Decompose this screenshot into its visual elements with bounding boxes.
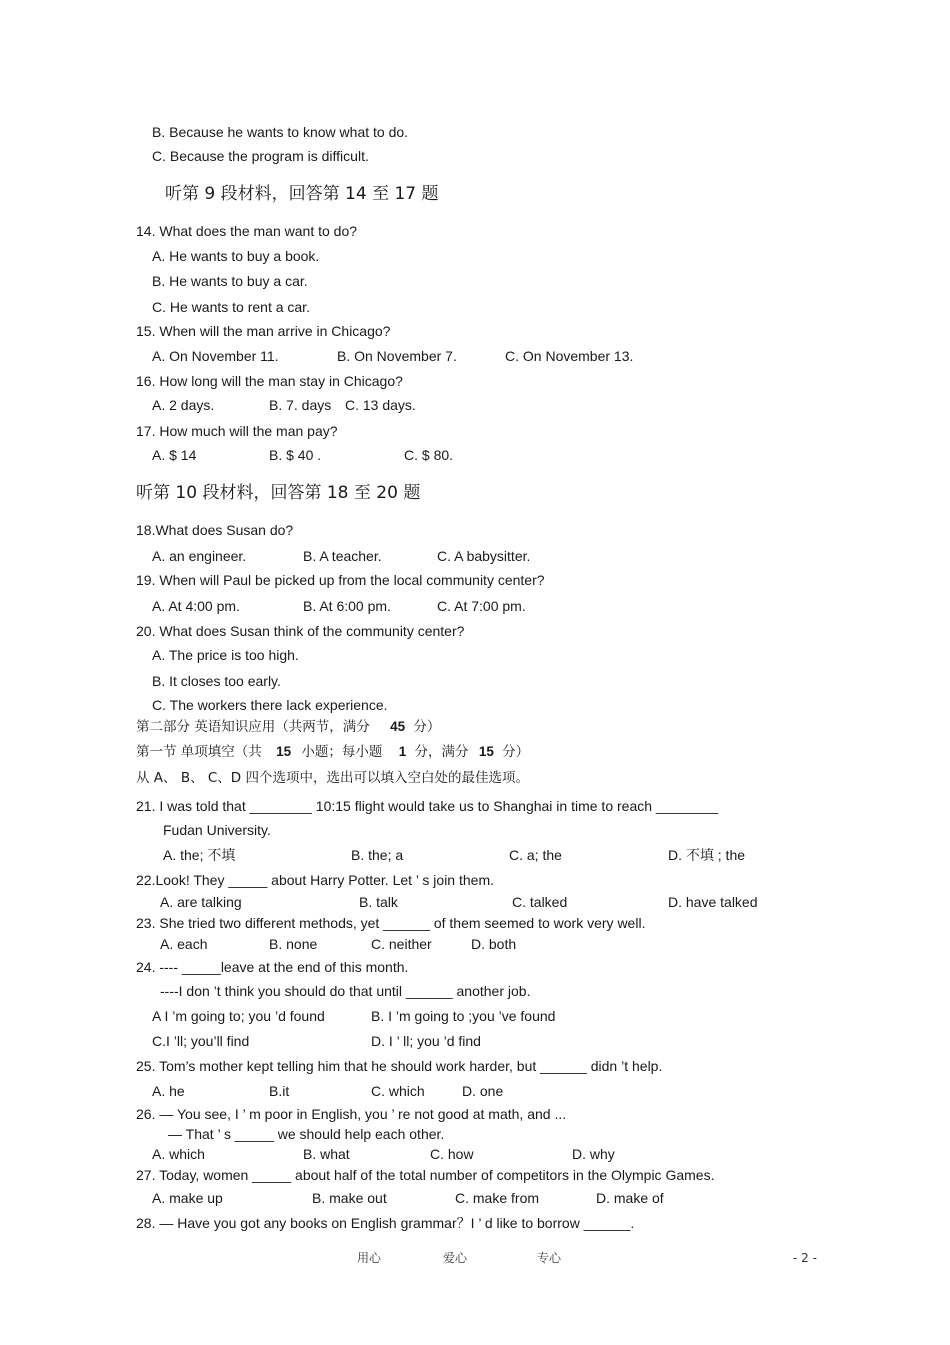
q22-option-a: A. are talking — [160, 894, 242, 910]
q15-option-b: B. On November 7. — [337, 348, 457, 364]
q20-option-b: B. It closes too early. — [152, 673, 281, 689]
q21-option-d: D. 不填 ; the — [668, 847, 746, 863]
q24-stem-line1: 24. ---- _____leave at the end of this month. — [136, 959, 409, 975]
section10-heading: 听第 10 段材料，回答第 18 至 20 题 — [136, 483, 421, 503]
q21-option-c: C. a; the — [509, 847, 562, 863]
q23-option-a: A. each — [160, 936, 208, 952]
q19-option-b: B. At 6:00 pm. — [303, 598, 391, 614]
q20-option-a: A. The price is too high. — [152, 647, 299, 663]
q24-option-a: A I ’m going to; you ’d found — [152, 1008, 325, 1024]
q22-option-b: B. talk — [359, 894, 398, 910]
q25-option-d: D. one — [462, 1083, 504, 1099]
q27-option-d: D. make of — [596, 1190, 664, 1206]
q18-option-b: B. A teacher. — [303, 548, 382, 564]
q24-option-b: B. I ’m going to ;you ’ve found — [371, 1008, 556, 1024]
q21-stem-line1: 21. I was told that ________ 10:15 flight would take us to Shanghai in time to reach ________ — [136, 798, 719, 814]
q26-option-d: D. why — [572, 1146, 615, 1162]
section9-heading: 听第 9 段材料，回答第 14 至 17 题 — [165, 184, 439, 204]
q17-option-a: A. $ 14 — [152, 447, 197, 463]
q16-stem: 16. How long will the man stay in Chicago? — [136, 373, 403, 389]
q23-option-c: C. neither — [371, 936, 432, 952]
q22-stem: 22.Look! They _____ about Harry Potter. Let ’ s join them. — [136, 872, 494, 888]
footer-word-1: 用心 — [357, 1251, 382, 1265]
q19-option-c: C. At 7:00 pm. — [437, 598, 526, 614]
option-c: C. Because the program is difficult. — [152, 148, 369, 164]
footer-word-3: 专心 — [537, 1251, 562, 1265]
q24-stem-line2: ----I don ’t think you should do that until ______ another job. — [160, 983, 531, 999]
q19-stem: 19. When will Paul be picked up from the local community center? — [136, 572, 545, 588]
option-b: B. Because he wants to know what to do. — [152, 124, 409, 140]
q22-option-d: D. have talked — [668, 894, 758, 910]
q27-option-b: B. make out — [312, 1190, 387, 1206]
q24-option-c: C.I ’ll; you’ll find — [152, 1033, 250, 1049]
q16-option-a: A. 2 days. — [152, 397, 215, 413]
part2-instruction: 从 A、 B、 C、D 四个选项中，选出可以填入空白处的最佳选项。 — [136, 770, 529, 786]
q14-option-a: A. He wants to buy a book. — [152, 248, 320, 264]
q23-option-b: B. none — [269, 936, 318, 952]
q22-option-c: C. talked — [512, 894, 568, 910]
q14-option-b: B. He wants to buy a car. — [152, 273, 308, 289]
q19-option-a: A. At 4:00 pm. — [152, 598, 240, 614]
q17-option-c: C. $ 80. — [404, 447, 454, 463]
q25-option-c: C. which — [371, 1083, 425, 1099]
q15-stem: 15. When will the man arrive in Chicago? — [136, 323, 391, 339]
q20-option-c: C. The workers there lack experience. — [152, 697, 388, 713]
q15-option-a: A. On November 11. — [152, 348, 279, 364]
q25-option-a: A. he — [152, 1083, 185, 1099]
q17-option-b: B. $ 40 . — [269, 447, 322, 463]
q21-option-a: A. the; 不填 — [163, 847, 236, 863]
q26-option-a: A. which — [152, 1146, 205, 1162]
q14-option-c: C. He wants to rent a car. — [152, 299, 310, 315]
q18-stem: 18.What does Susan do? — [136, 522, 294, 538]
q27-option-c: C. make from — [455, 1190, 540, 1206]
q26-option-c: C. how — [430, 1146, 474, 1162]
q23-option-d: D. both — [471, 936, 517, 952]
footer-word-2: 爱心 — [443, 1251, 468, 1265]
part2-section1: 第一节 单项填空（共 15 小题；每小题 1 分，满分 15 分） — [136, 744, 530, 760]
q14-stem: 14. What does the man want to do? — [136, 223, 358, 239]
q23-stem: 23. She tried two different methods, yet ______ of them seemed to work very well. — [136, 915, 646, 931]
q15-option-c: C. On November 13. — [505, 348, 634, 364]
q17-stem: 17. How much will the man pay? — [136, 423, 338, 439]
q18-option-c: C. A babysitter. — [437, 548, 531, 564]
q27-stem: 27. Today, women _____ about half of the total number of competitors in the Olympic Games. — [136, 1167, 715, 1183]
q27-option-a: A. make up — [152, 1190, 223, 1206]
q20-stem: 20. What does Susan think of the community center? — [136, 623, 465, 639]
q18-option-a: A. an engineer. — [152, 548, 247, 564]
q25-stem: 25. Tom’s mother kept telling him that he should work harder, but ______ didn ’t help. — [136, 1058, 663, 1074]
q26-option-b: B. what — [303, 1146, 350, 1162]
part2-title: 第二部分 英语知识应用（共两节，满分 45 分） — [136, 719, 441, 735]
q24-option-d: D. I ’ ll; you ’d find — [371, 1033, 481, 1049]
page-number: - 2 - — [793, 1251, 817, 1265]
q16-option-b: B. 7. days — [269, 397, 332, 413]
q21-stem-line2: Fudan University. — [163, 822, 271, 838]
q26-stem-line1: 26. — You see, I ’ m poor in English, you ’ re not good at math, and ... — [136, 1106, 567, 1122]
q25-option-b: B.it — [269, 1083, 290, 1099]
q26-stem-line2: — That ’ s _____ we should help each other. — [168, 1126, 445, 1142]
q16-option-c: C. 13 days. — [345, 397, 416, 413]
q21-option-b: B. the; a — [351, 847, 404, 863]
q28-stem: 28. — Have you got any books on English grammar？I ’ d like to borrow ______. — [136, 1215, 635, 1231]
